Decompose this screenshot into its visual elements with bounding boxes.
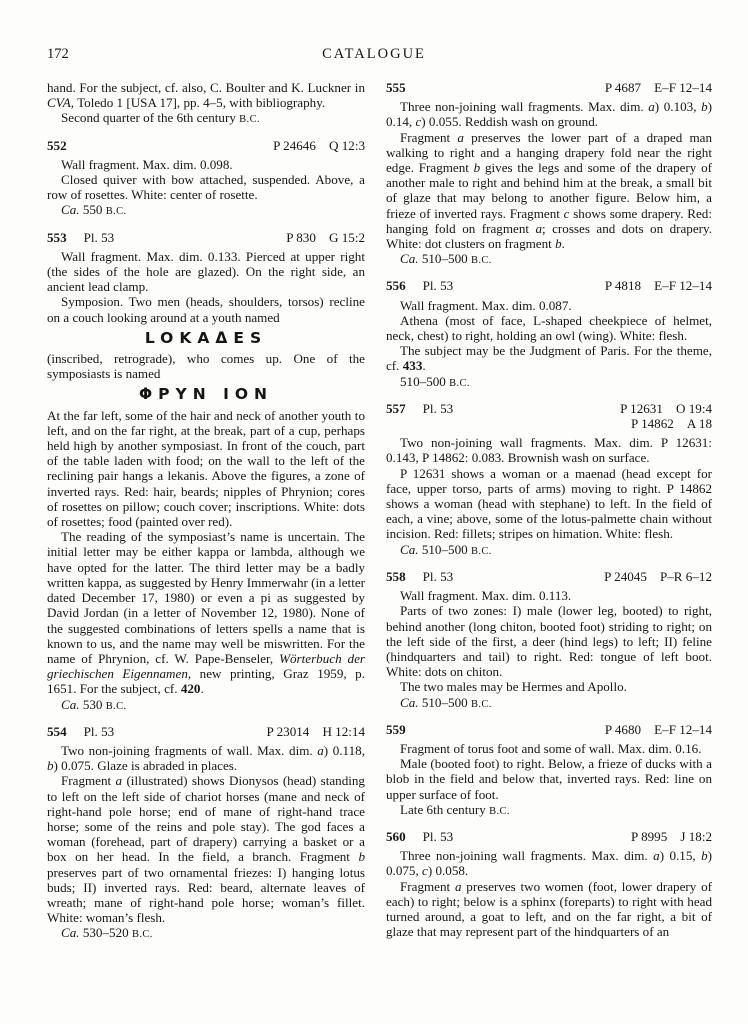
entry-number: 554 <box>47 723 67 739</box>
paragraph: Wall fragment. Max. dim. 0.133. Pierced at upper right (the sides of the hole are glazed). On the right side, an ancient lead clamp. <box>47 248 365 295</box>
plate-ref: Pl. 53 <box>422 400 454 416</box>
entry-555-header <box>386 80 712 95</box>
entry-555 <box>386 80 712 268</box>
entry-number: 559 <box>386 721 406 737</box>
inventory-ref: P 830 G 15:2 <box>286 229 365 245</box>
entry-552-header <box>47 138 365 153</box>
entry-552 <box>47 138 365 220</box>
date-line: Ca. 530–520 B.C. <box>61 925 153 941</box>
paragraph: At the far left, some of the hair and neck of another youth to left, and on the far right, at the break, part of a cup, perhaps held high by another symposiast. In front of the couch, part of the table laden with food; on the wall to the left of the reclining pair hangs a lekanis. Above the figures, a zone of inverted rays. Red: hair, beards; nipples of Phrynion; cores of rosettes on pillow; couch cover; inscriptions. White: dots of rosettes; food (painted over red). <box>47 407 365 530</box>
entry-refs <box>605 80 712 95</box>
entry-number: 553 <box>47 229 67 245</box>
entry-refs <box>605 722 712 737</box>
plate-ref: Pl. 53 <box>422 568 454 584</box>
paragraph: Two non-joining wall fragments. Max. dim. P 12631: 0.143, P 14862: 0.083. Brownish wash on surface. <box>386 435 712 466</box>
right-column <box>386 80 712 939</box>
entry-number: 555 <box>386 80 406 95</box>
date-line: 510–500 B.C. <box>400 373 470 389</box>
inventory-ref: P 24646 Q 12:3 <box>273 137 365 153</box>
entry-559 <box>386 722 712 819</box>
inventory-ref: P 14862 A 18 <box>631 416 712 432</box>
paragraph: P 12631 shows a woman or a maenad (head except for face, upper torso, parts of arms) moving to right. P 14862 shows a woman (head with stephane) to left. In the field of each, a vine; above, some of the lotus-palmette chain without incision. Red: fillets; stripes on himation. White: flesh. <box>386 465 712 542</box>
entry-number: 552 <box>47 137 67 153</box>
entry-refs <box>286 230 365 245</box>
paragraph: Second quarter of the 6th century B.C. <box>61 110 260 126</box>
entry-refs <box>267 724 365 739</box>
entry-560-header <box>386 829 712 844</box>
date-line: Ca. 530 B.C. <box>61 696 127 712</box>
greek-inscription: LOKAΔES <box>144 328 268 347</box>
entry-557 <box>386 401 712 559</box>
paragraph: Male (booted foot) to right. Below, a frieze of ducks with a blob in the field and below that, inverted rays. Red: line on upper surface of foot. <box>386 756 712 802</box>
entry-refs <box>620 401 712 431</box>
paragraph: Fragment a preserves two women (foot, lower drapery of each) to right; below is a sphinx (foreparts) to right with head turned around, a goat to left, and on the far right, a bit of glaze that may represent part of the hindquarters of an <box>386 878 712 940</box>
entry-553 <box>47 230 365 714</box>
paragraph: Symposion. Two men (heads, shoulders, torsos) recline on a couch looking around at a youth named <box>47 294 365 325</box>
plate-ref: Pl. 53 <box>83 723 115 739</box>
inventory-ref: P 24045 P–R 6–12 <box>604 568 712 584</box>
inventory-ref: P 8995 J 18:2 <box>631 828 712 844</box>
entry-556-header <box>386 278 712 293</box>
plate-ref: Pl. 53 <box>422 278 454 294</box>
entry-number: 557 <box>386 400 406 416</box>
paragraph: Wall fragment. Max. dim. 0.087. <box>400 297 572 313</box>
inventory-ref: P 4818 E–F 12–14 <box>604 278 712 294</box>
page-number: 172 <box>47 46 69 62</box>
paragraph: hand. For the subject, cf. also, C. Boulter and K. Luckner in CVA, Toledo 1 [USA 17], pp. 4–5, with bibliography. <box>47 80 365 111</box>
entry-553-header <box>47 230 365 245</box>
entry-554 <box>47 724 365 943</box>
inventory-ref: P 4687 E–F 12–14 <box>604 80 712 95</box>
paragraph: The two males may be Hermes and Apollo. <box>400 679 627 695</box>
entry-number: 558 <box>386 568 406 584</box>
entry-refs <box>605 278 712 293</box>
date-line: Ca. 510–500 B.C. <box>400 541 492 557</box>
entry-558-header <box>386 569 712 584</box>
paragraph: Athena (most of face, L-shaped cheekpiece of helmet, neck, chest) to right, holding an owl (wing). White: flesh. <box>386 312 712 344</box>
plate-ref: Pl. 53 <box>422 828 454 844</box>
inventory-ref: P 23014 H 12:14 <box>266 723 365 739</box>
entry-refs <box>631 829 712 844</box>
paragraph: Parts of two zones: I) male (lower leg, booted) to right, behind another (long chiton, booted foot) striding to right; on the left side of the first, a deer (hind legs) to left; II) feline (hindquarters and tail) to right. Red: tongue of left boot. White: dots on chiton. <box>386 603 712 680</box>
paragraph: Fragment of torus foot and some of wall. Max. dim. 0.16. <box>400 740 702 756</box>
paragraph: Three non-joining wall fragments. Max. dim. a) 0.103, b) 0.14, c) 0.055. Reddish wash on ground. <box>386 99 712 130</box>
entry-557-header <box>386 401 712 431</box>
date-line: Ca. 510–500 B.C. <box>400 694 492 710</box>
date-line: Ca. 550 B.C. <box>61 202 127 218</box>
entry-refs <box>604 569 712 584</box>
inventory-ref: P 4680 E–F 12–14 <box>604 721 712 737</box>
entry-number: 556 <box>386 278 406 294</box>
entry-554-header <box>47 724 365 739</box>
paragraph: Three non-joining wall fragments. Max. dim. a) 0.15, b) 0.075, c) 0.058. <box>386 848 712 879</box>
date-line: Late 6th century B.C. <box>400 801 510 817</box>
paragraph: Wall fragment. Max. dim. 0.113. <box>400 588 572 604</box>
plate-ref: Pl. 53 <box>83 229 115 245</box>
paragraph: Fragment a preserves the lower part of a draped man walking to right and a hanging drapery fold near the right edge. Fragment b gives the legs and some of the drapery of another male to right and behind him at the break, a small bit of glaze that may belong to another figure. Below him, a frieze of inverted rays. Fragment c shows some drapery. Red: hanging fold on fragment a; crosses and dots on drapery. White: dot clusters on fragment b. <box>386 129 712 252</box>
entry-559-header <box>386 722 712 737</box>
paragraph: (inscribed, retrograde), who comes up. One of the symposiasts is named <box>47 351 365 382</box>
entry-number: 560 <box>386 828 406 844</box>
paragraph: Two non-joining fragments of wall. Max. dim. a) 0.118, b) 0.075. Glaze is abraded in places. <box>47 742 365 774</box>
greek-inscription: ΦPYN ION <box>138 385 274 404</box>
date-line: Ca. 510–500 B.C. <box>400 251 492 267</box>
entry-556 <box>386 278 712 390</box>
entry-558 <box>386 569 712 712</box>
left-column <box>47 80 365 943</box>
page-title: CATALOGUE <box>322 46 426 62</box>
paragraph: Closed quiver with bow attached, suspended. Above, a row of rosettes. White: center of rosette. <box>47 172 365 203</box>
paragraph: Wall fragment. Max. dim. 0.098. <box>61 156 233 172</box>
paragraph: The reading of the symposiast’s name is uncertain. The initial letter may be either kappa or lambda, although we have opted for the latter. The third letter may be a badly written kappa, as suggested by Henry Immerwahr (in a letter dated December 17, 1980) or even a pi as suggested by David Jordan (in a letter of November 12, 1980). None of the suggested combinations of letters spells a name that is known to us, and the name may well be miswritten. For the name of Phrynion, cf. W. Pape-Benseler, Wörterbuch der griechischen Eigennamen, new printing, Graz 1959, p. 1651. For the subject, cf. 420. <box>47 529 365 697</box>
entry-560 <box>386 829 712 939</box>
paragraph: Fragment a (illustrated) shows Dionysos (head) standing to left on the left side of chariot horses (mane and neck of right-hand pole horse; end of mane of right-hand trace horse; some of the reins and pole stay). The god faces a woman (forehead, part of drapery) carrying a basket or a box on her head. In the field, a branch. Fragment b preserves part of two ornamental friezes: I) hanging lotus buds; II) inverted rays. Red: beard, alternate leaves of wreath; mane of right-hand pole horse; woman’s fillet. White: woman’s flesh. <box>47 773 365 926</box>
inventory-ref: P 12631 O 19:4 <box>620 400 712 416</box>
entry-refs <box>273 138 365 153</box>
paragraph: The subject may be the Judgment of Paris. For the theme, cf. 433. <box>386 343 712 374</box>
